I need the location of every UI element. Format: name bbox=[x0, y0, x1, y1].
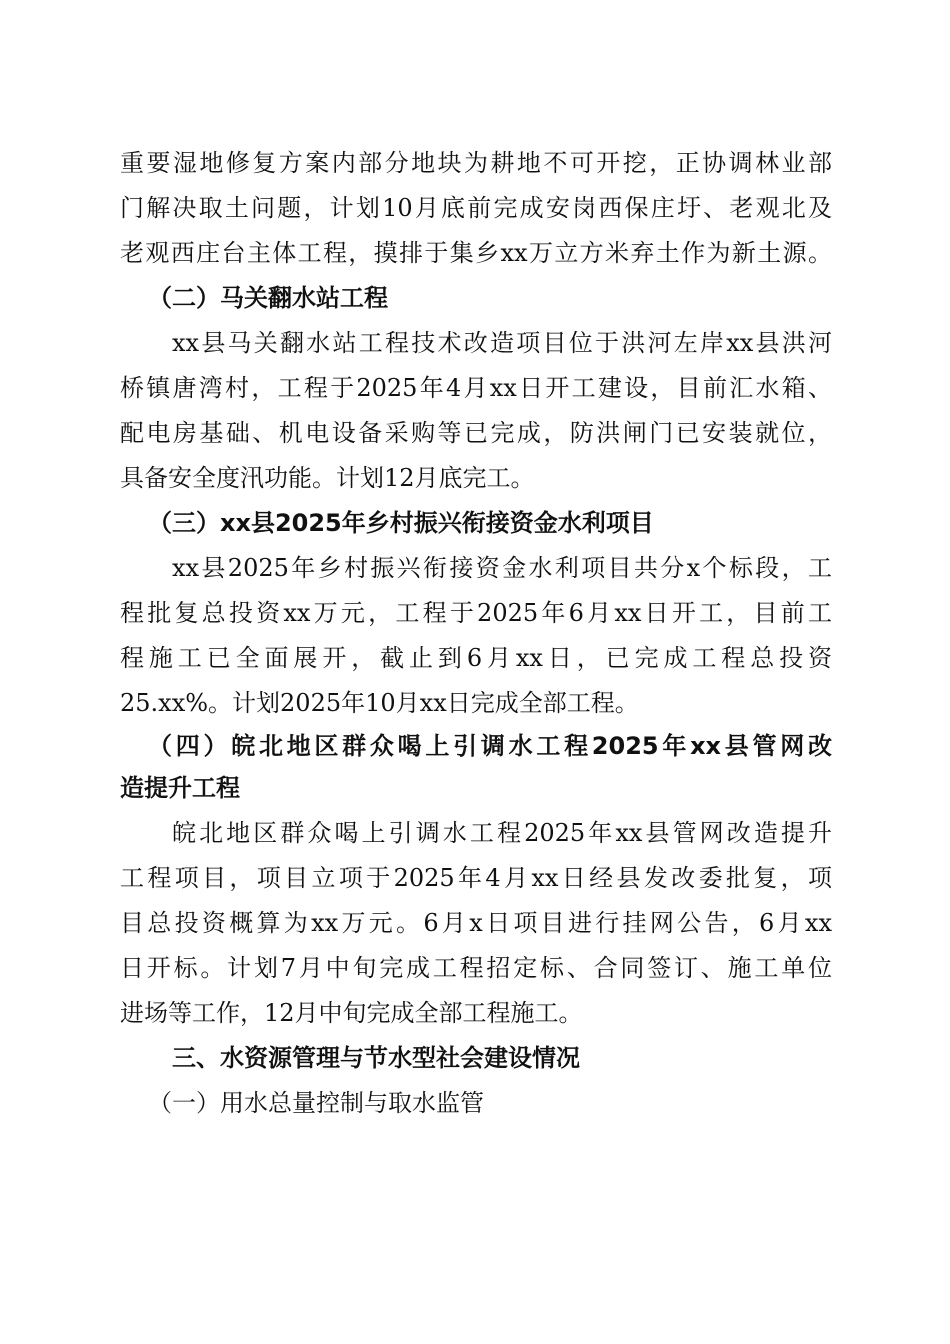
section-heading-3: （三）xx县2025年乡村振兴衔接资金水利项目 bbox=[148, 509, 654, 537]
paragraph-line: 重要湿地修复方案内部分地块为耕地不可开挖，正协调林业部 bbox=[120, 149, 832, 177]
section-heading-4-cont: 造提升工程 bbox=[120, 774, 240, 802]
chapter-heading-3: 三、水资源管理与节水型社会建设情况 bbox=[172, 1044, 580, 1072]
paragraph-line: 进场等工作，12月中旬完成全部工程施工。 bbox=[120, 999, 583, 1027]
paragraph-line: 程施工已全面展开，截止到6月xx日，已完成工程总投资 bbox=[120, 644, 832, 672]
paragraph-line: 门解决取土问题，计划10月底前完成安岗西保庄圩、老观北及 bbox=[120, 194, 832, 222]
paragraph-line: 25.xx%。计划2025年10月xx日完成全部工程。 bbox=[120, 689, 639, 717]
paragraph-line: xx县2025年乡村振兴衔接资金水利项目共分x个标段，工 bbox=[172, 554, 832, 582]
paragraph-line: xx县马关翻水站工程技术改造项目位于洪河左岸xx县洪河 bbox=[172, 329, 832, 357]
paragraph-line: 配电房基础、机电设备采购等已完成，防洪闸门已安装就位， bbox=[120, 419, 832, 447]
paragraph-line: 老观西庄台主体工程，摸排于集乡xx万立方米弃土作为新土源。 bbox=[120, 239, 832, 267]
paragraph-line: 日开标。计划7月中旬完成工程招定标、合同签订、施工单位 bbox=[120, 954, 832, 982]
section-heading-1: （一）用水总量控制与取水监管 bbox=[148, 1089, 484, 1117]
paragraph-line: 具备安全度汛功能。计划12月底完工。 bbox=[120, 464, 535, 492]
paragraph-line: 程批复总投资xx万元，工程于2025年6月xx日开工，目前工 bbox=[120, 599, 832, 627]
paragraph-line: 皖北地区群众喝上引调水工程2025年xx县管网改造提升 bbox=[172, 819, 832, 847]
paragraph-line: 工程项目，项目立项于2025年4月xx日经县发改委批复，项 bbox=[120, 864, 832, 892]
section-heading-2: （二）马关翻水站工程 bbox=[148, 284, 388, 312]
section-heading-4: （四）皖北地区群众喝上引调水工程2025年xx县管网改 bbox=[148, 732, 832, 760]
paragraph-line: 目总投资概算为xx万元。6月x日项目进行挂网公告，6月xx bbox=[120, 909, 832, 937]
paragraph-line: 桥镇唐湾村，工程于2025年4月xx日开工建设，目前汇水箱、 bbox=[120, 374, 832, 402]
